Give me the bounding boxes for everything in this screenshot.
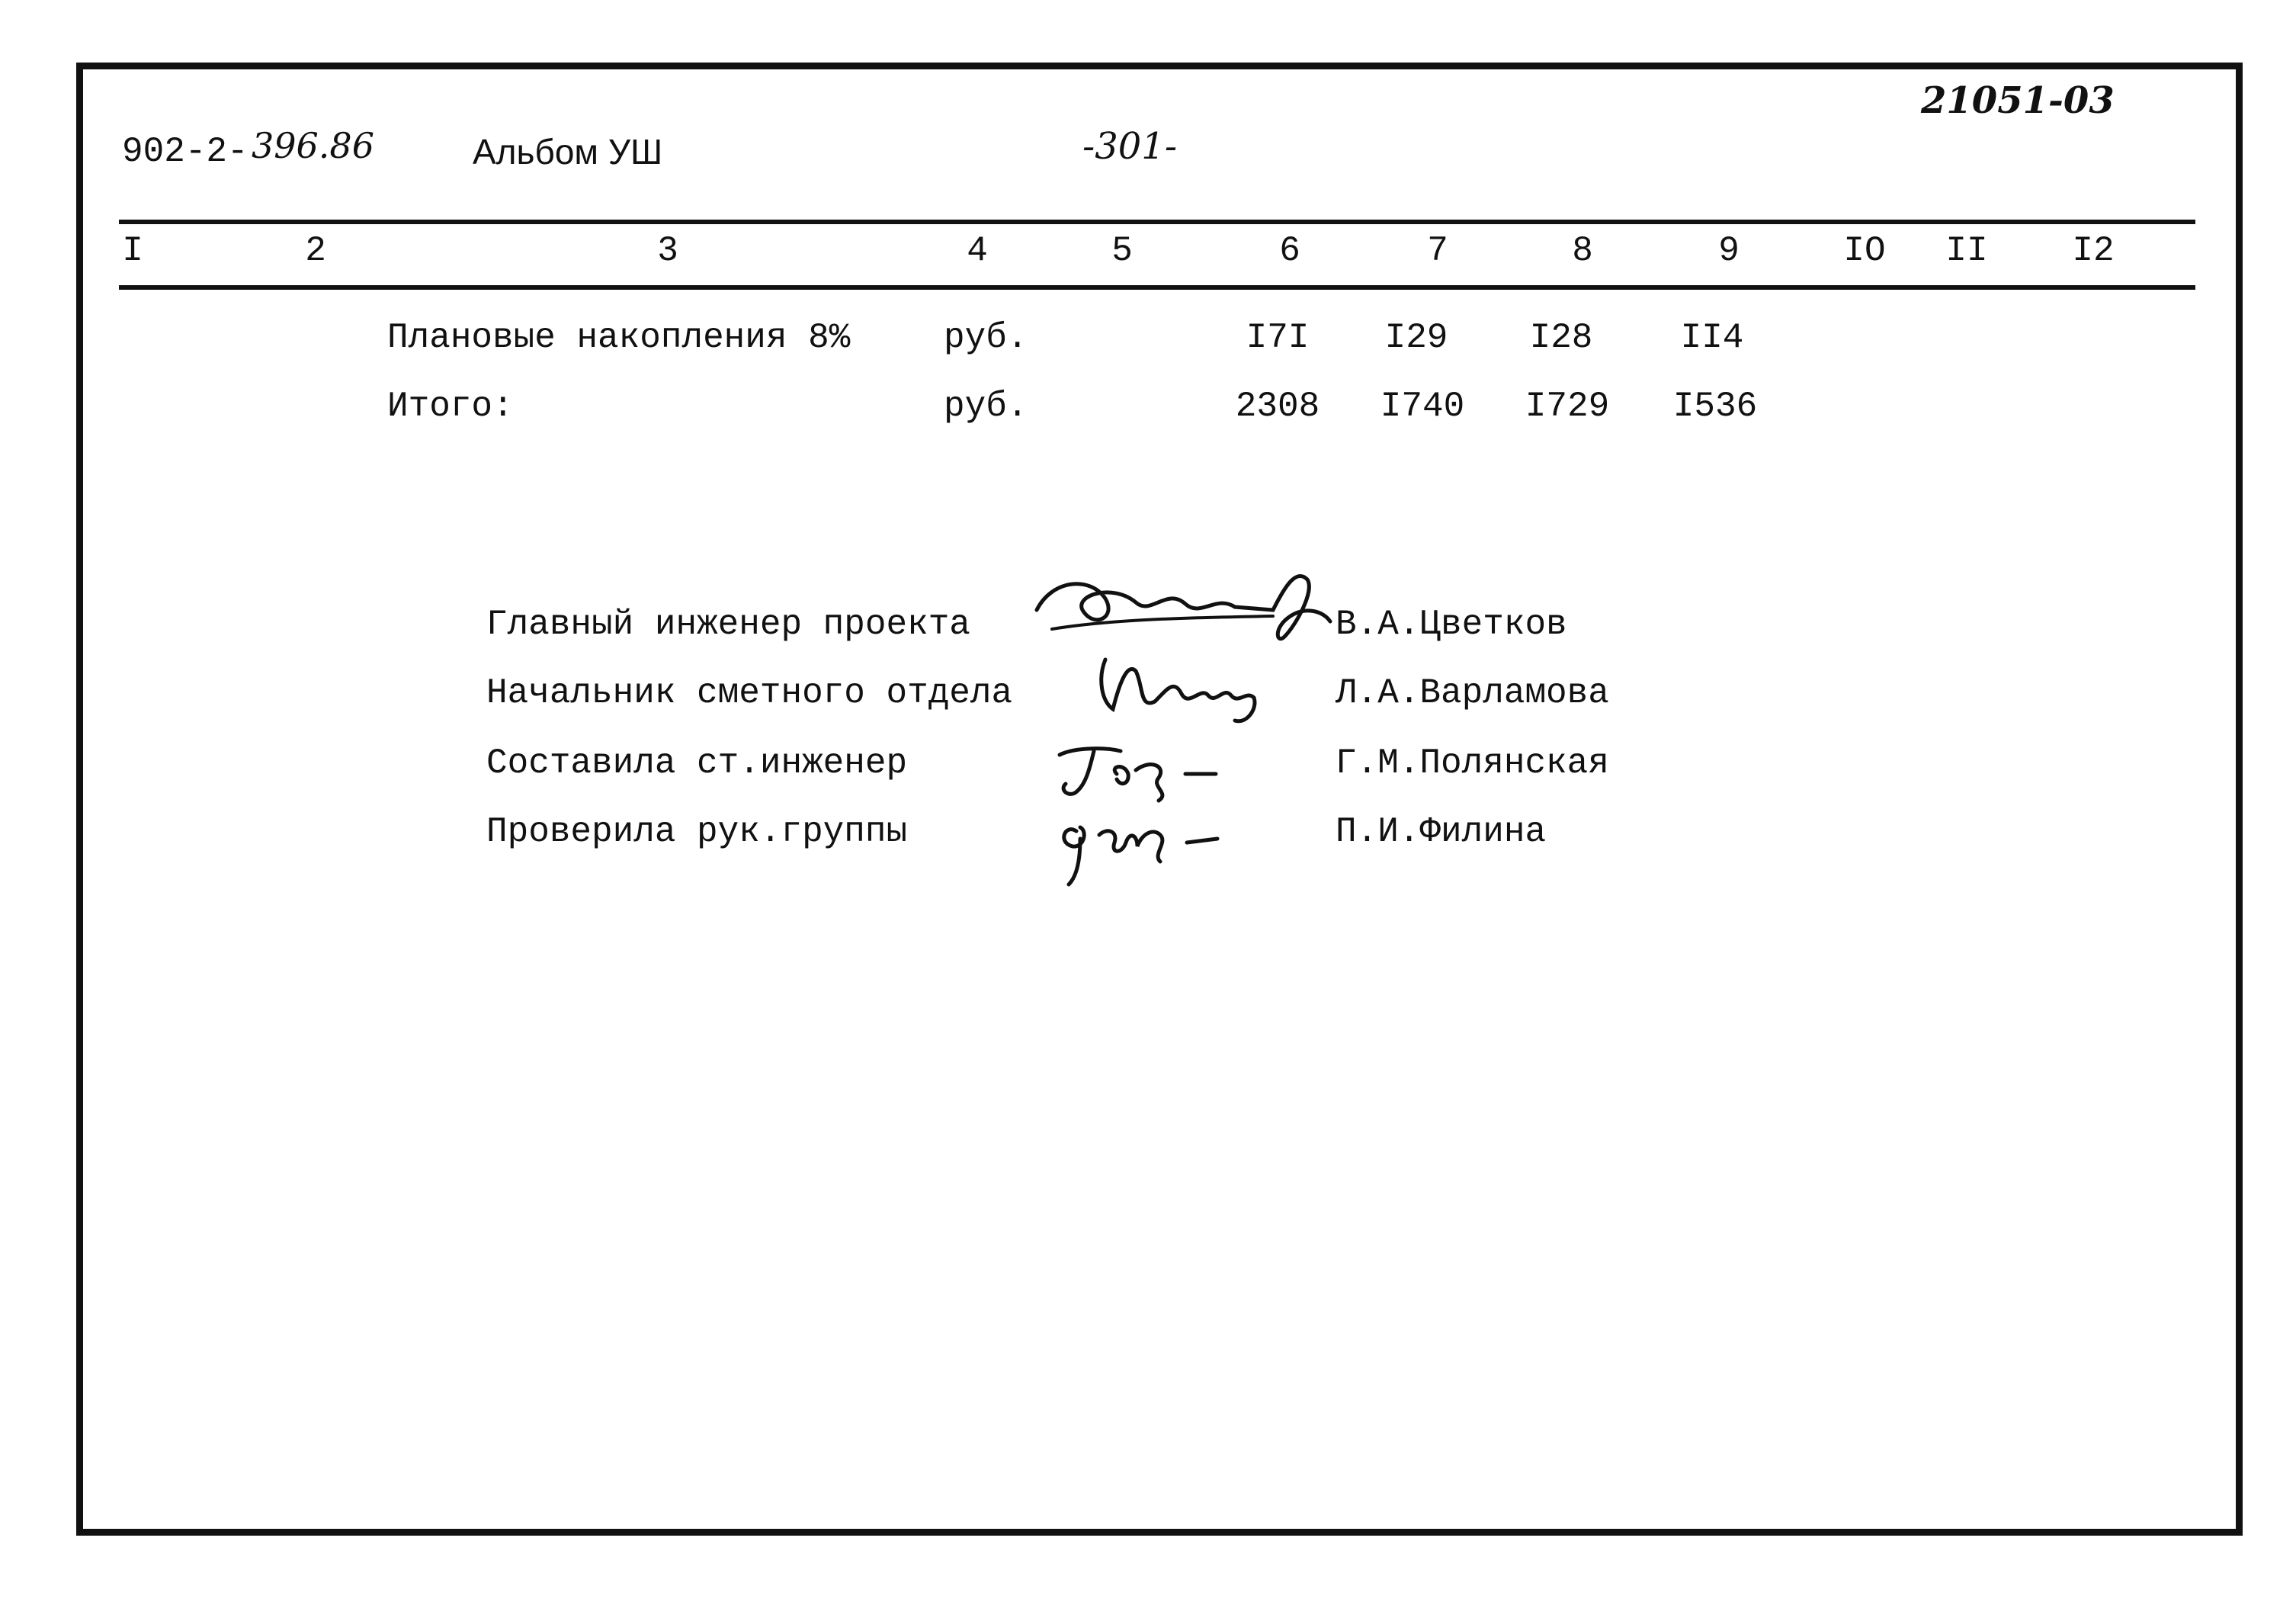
table-row-1-name: Плановые накопления 8% [387,318,851,358]
column-number-7: 7 [1427,231,1448,271]
doc-code-prefix: 902-2- [122,132,249,172]
column-number-5: 5 [1111,231,1133,271]
page-number: -301- [1082,125,1178,168]
table-row-1-col7: I29 [1384,318,1448,358]
column-number-6: 6 [1279,231,1300,271]
signature-scribble-1 [1021,557,1342,656]
signature-role-estimate-head: Начальник сметного отдела [486,673,1013,713]
table-row-2-col6: 2308 [1235,387,1320,426]
table-row-1-col6: I7I [1246,318,1310,358]
signature-name-checked-by: П.И.Филина [1336,812,1547,852]
archive-number: 21051-03 [1921,79,2115,122]
column-number-11: II [1945,231,1988,271]
signature-name-estimate-head: Л.А.Варламова [1336,673,1609,713]
column-number-10: IO [1843,231,1886,271]
signature-role-checked-by: Проверила рук.группы [486,812,908,852]
doc-code-handwritten: 396.86 [252,125,374,166]
table-row-1-col8: I28 [1529,318,1593,358]
column-number-4: 4 [967,231,988,271]
column-number-2: 2 [305,231,326,271]
signature-scribble-2 [1082,648,1281,740]
album-label: Альбом УШ [473,132,663,172]
signature-name-compiled-by: Г.М.Полянская [1336,743,1609,783]
table-row-2-col8: I729 [1525,387,1610,426]
table-row-2-col9: I536 [1672,387,1758,426]
column-number-1: I [122,231,143,271]
table-row-2-name: Итого: [387,387,514,426]
table-row-1-unit: руб. [944,318,1028,358]
signature-scribble-4 [1046,801,1236,892]
column-number-3: 3 [657,231,678,271]
signature-scribble-3 [1044,732,1235,808]
table-header-rule [119,285,2195,290]
signature-role-chief-engineer: Главный инженер проекта [486,605,970,644]
table-row-2-col7: I740 [1380,387,1465,426]
signature-name-chief-engineer: В.А.Цветков [1336,605,1567,644]
signature-role-compiled-by: Составила ст.инженер [486,743,908,783]
table-top-rule [119,220,2195,224]
column-number-12: I2 [2072,231,2115,271]
table-row-1-col9: II4 [1680,318,1744,358]
column-number-8: 8 [1572,231,1593,271]
table-row-2-unit: руб. [944,387,1028,426]
column-number-9: 9 [1718,231,1740,271]
